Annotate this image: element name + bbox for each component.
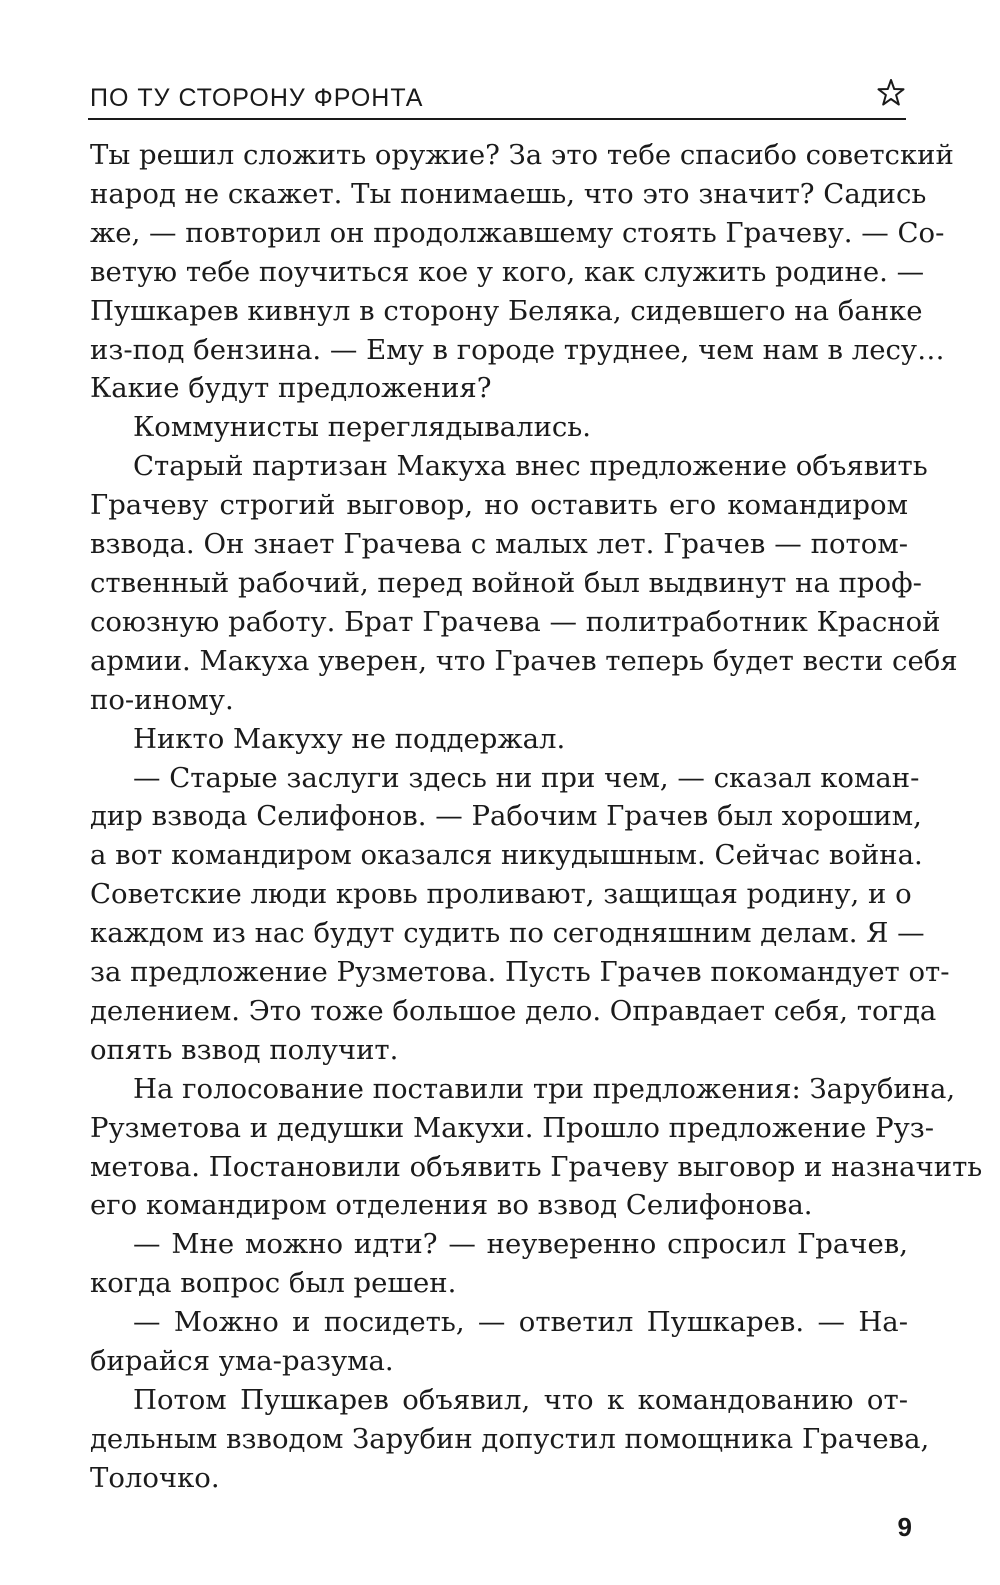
- text-line: Ты решил сложить оружие? За это тебе спасибо советский: [90, 139, 954, 171]
- text-line: ственный рабочий, перед войной был выдвинут на проф-: [90, 566, 922, 599]
- text-line: Грачеву строгий выговор, но оставить его командиром: [90, 489, 908, 522]
- text-line: — Мне можно идти? — неуверенно спросил Грачев,: [133, 1228, 908, 1261]
- text-line: Какие будут предложения?: [90, 372, 492, 405]
- text-line: за предложение Рузметова. Пусть Грачев покомандует от-: [90, 956, 950, 989]
- text-line: Никто Макуху не поддержал.: [133, 722, 566, 755]
- text-line: каждом из нас будут судить по сегодняшним делам. Я —: [90, 917, 925, 950]
- text-line: Рузметова и дедушки Макухи. Прошло предложение Руз-: [90, 1111, 935, 1144]
- text-line: когда вопрос был решен.: [90, 1267, 457, 1300]
- text-line: Коммунисты переглядывались.: [133, 411, 592, 444]
- running-title: ПО ТУ СТОРОНУ ФРОНТА: [90, 84, 424, 112]
- text-line: по-иному.: [90, 683, 234, 716]
- text-line: армии. Макуха уверен, что Грачев теперь будет вести себя: [90, 644, 958, 677]
- star-icon: [876, 78, 906, 108]
- text-line: дир взвода Селифонов. — Рабочим Грачев был хорошим,: [90, 800, 922, 833]
- text-line: из-под бензина. — Ему в городе труднее, чем нам в лесу…: [90, 333, 945, 366]
- text-line: — Можно и посидеть, — ответил Пушкарев. — На-: [133, 1306, 908, 1339]
- text-line: Толочко.: [90, 1461, 220, 1494]
- header-rule: [88, 118, 906, 120]
- text-line: Потом Пушкарев объявил, что к командованию от-: [133, 1384, 908, 1416]
- body-text: [90, 136, 983, 1498]
- text-line: ветую тебе поучиться кое у кого, как служить родине. —: [90, 255, 925, 288]
- text-line: союзную работу. Брат Грачева — политработник Красной: [90, 605, 941, 638]
- text-line: же, — повторил он продолжавшему стоять Грачеву. — Со-: [90, 216, 945, 249]
- text-line: Старый партизан Макуха внес предложение объявить: [133, 450, 928, 483]
- page-number: 9: [897, 1512, 912, 1542]
- text-line: метова. Постановили объявить Грачеву выговор и назначить: [90, 1150, 983, 1183]
- text-line: бирайся ума-разума.: [90, 1345, 394, 1378]
- text-line: народ не скажет. Ты понимаешь, что это значит? Садись: [90, 177, 927, 210]
- text-line: Пушкарев кивнул в сторону Беляка, сидевшего на банке: [90, 294, 923, 327]
- text-line: а вот командиром оказался никудышным. Сейчас война.: [90, 839, 923, 872]
- text-line: На голосование поставили три предложения: Зарубина,: [133, 1072, 956, 1105]
- page-header: [88, 78, 910, 120]
- text-line: Советские люди кровь проливают, защищая родину, и о: [90, 878, 912, 911]
- text-line: — Старые заслуги здесь ни при чем, — сказал коман-: [133, 761, 920, 794]
- text-line: опять взвод получит.: [90, 1033, 399, 1066]
- text-line: делением. Это тоже большое дело. Оправдает себя, тогда: [90, 994, 937, 1027]
- text-line: его командиром отделения во взвод Селифонова.: [90, 1189, 813, 1222]
- text-line: взвода. Он знает Грачева с малых лет. Грачев — потом-: [90, 528, 908, 561]
- text-line: дельным взводом Зарубин допустил помощника Грачева,: [90, 1422, 930, 1455]
